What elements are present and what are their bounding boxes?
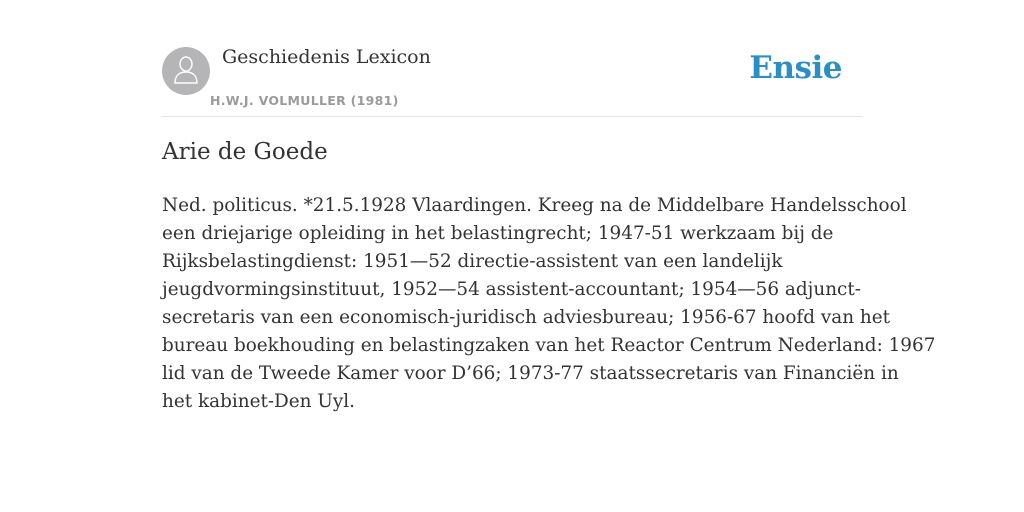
source-title[interactable]: Geschiedenis Lexicon bbox=[222, 46, 431, 68]
entry-body-line: bureau boekhouding en belastingzaken van het Reactor Centrum Nederland: 1967 bbox=[162, 335, 936, 356]
entry-body-line: Rijksbelastingdienst: 1951—52 directie-assistent van een landelijk bbox=[162, 251, 783, 272]
entry-body bbox=[162, 192, 936, 416]
brand-logo[interactable]: Ensie bbox=[749, 50, 842, 86]
source-header bbox=[162, 46, 862, 117]
source-author[interactable]: H.W.J. VOLMULLER (1981) bbox=[210, 93, 399, 108]
user-icon bbox=[173, 54, 199, 89]
entry-body-line: secretaris van een economisch-juridisch adviesbureau; 1956-67 hoofd van het bbox=[162, 307, 891, 328]
entry-body-line: het kabinet-Den Uyl. bbox=[162, 391, 355, 412]
avatar[interactable] bbox=[162, 47, 210, 95]
entry-body-line: lid van de Tweede Kamer voor D’66; 1973-77 staatssecretaris van Financiën in bbox=[162, 363, 899, 384]
entry-body-line: een driejarige opleiding in het belastingrecht; 1947-51 werkzaam bij de bbox=[162, 223, 834, 244]
entry-body-line: Ned. politicus. *21.5.1928 Vlaardingen. Kreeg na de Middelbare Handelsschool bbox=[162, 195, 907, 216]
entry-body-line: jeugdvormingsinstituut, 1952—54 assistent-accountant; 1954—56 adjunct- bbox=[162, 279, 861, 300]
entry-title: Arie de Goede bbox=[162, 139, 328, 165]
